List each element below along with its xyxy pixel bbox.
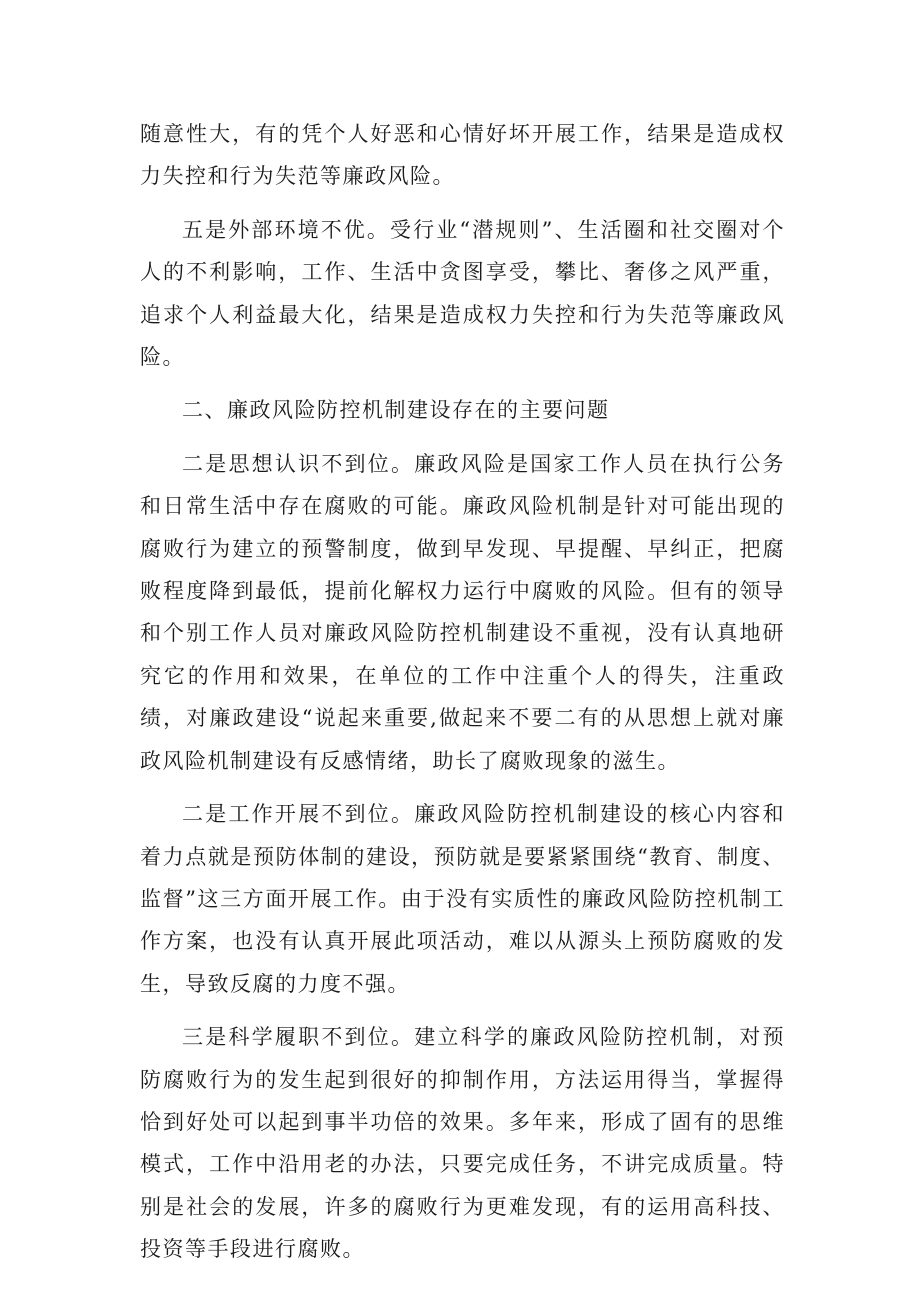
document-body — [140, 113, 785, 1282]
paragraph-work-implementation: 二是工作开展不到位。廉政风险防控机制建设的核心内容和着力点就是预防体制的建设，预防就是要紧紧围绕“教育、制度、监督”这三方面开展工作。由于没有实质性的廉政风险防控机制工作方案，也没有认真开展此项活动，难以从源头上预防腐败的发生，导致反腐的力度不强。 — [140, 802, 785, 996]
section-heading-main-problems: 二、廉政风险防控机制建设存在的主要问题 — [182, 398, 610, 423]
paragraph-ideological-awareness: 二是思想认识不到位。廉政风险是国家工作人员在执行公务和日常生活中存在腐败的可能。廉政风险机制是针对可能出现的腐败行为建立的预警制度，做到早发现、早提醒、早纠正，把腐败程度降到最低，提前化解权力运行中腐败的风险。但有的领导和个别工作人员对廉政风险防控机制建设不重视，没有认真地研究它的作用和效果，在单位的工作中注重个人的得失，注重政绩，对廉政建设“说起来重要,做起来不要二有的从思想上就对廉政风险机制建设有反感情绪，助长了腐败现象的滋生。 — [140, 451, 785, 773]
paragraph-continuation: 随意性大，有的凭个人好恶和心情好坏开展工作，结果是造成权力失控和行为失范等廉政风险。 — [140, 122, 785, 189]
paragraph-scientific-duty: 三是科学履职不到位。建立科学的廉政风险防控机制，对预防腐败行为的发生起到很好的抑制作用，方法运用得当，掌握得恰到好处可以起到事半功倍的效果。多年来，形成了固有的思维模式，工作中沿用老的办法，只要完成任务，不讲完成质量。特别是社会的发展，许多的腐败行为更难发现，有的运用高科技、投资等手段进行腐败。 — [140, 1025, 785, 1262]
paragraph-external-environment: 五是外部环境不优。受行业“潜规则”、生活圈和社交圈对个人的不利影响，工作、生活中贪图享受，攀比、奢侈之风严重，追求个人利益最大化，结果是造成权力失控和行为失范等廉政风险。 — [140, 217, 785, 370]
